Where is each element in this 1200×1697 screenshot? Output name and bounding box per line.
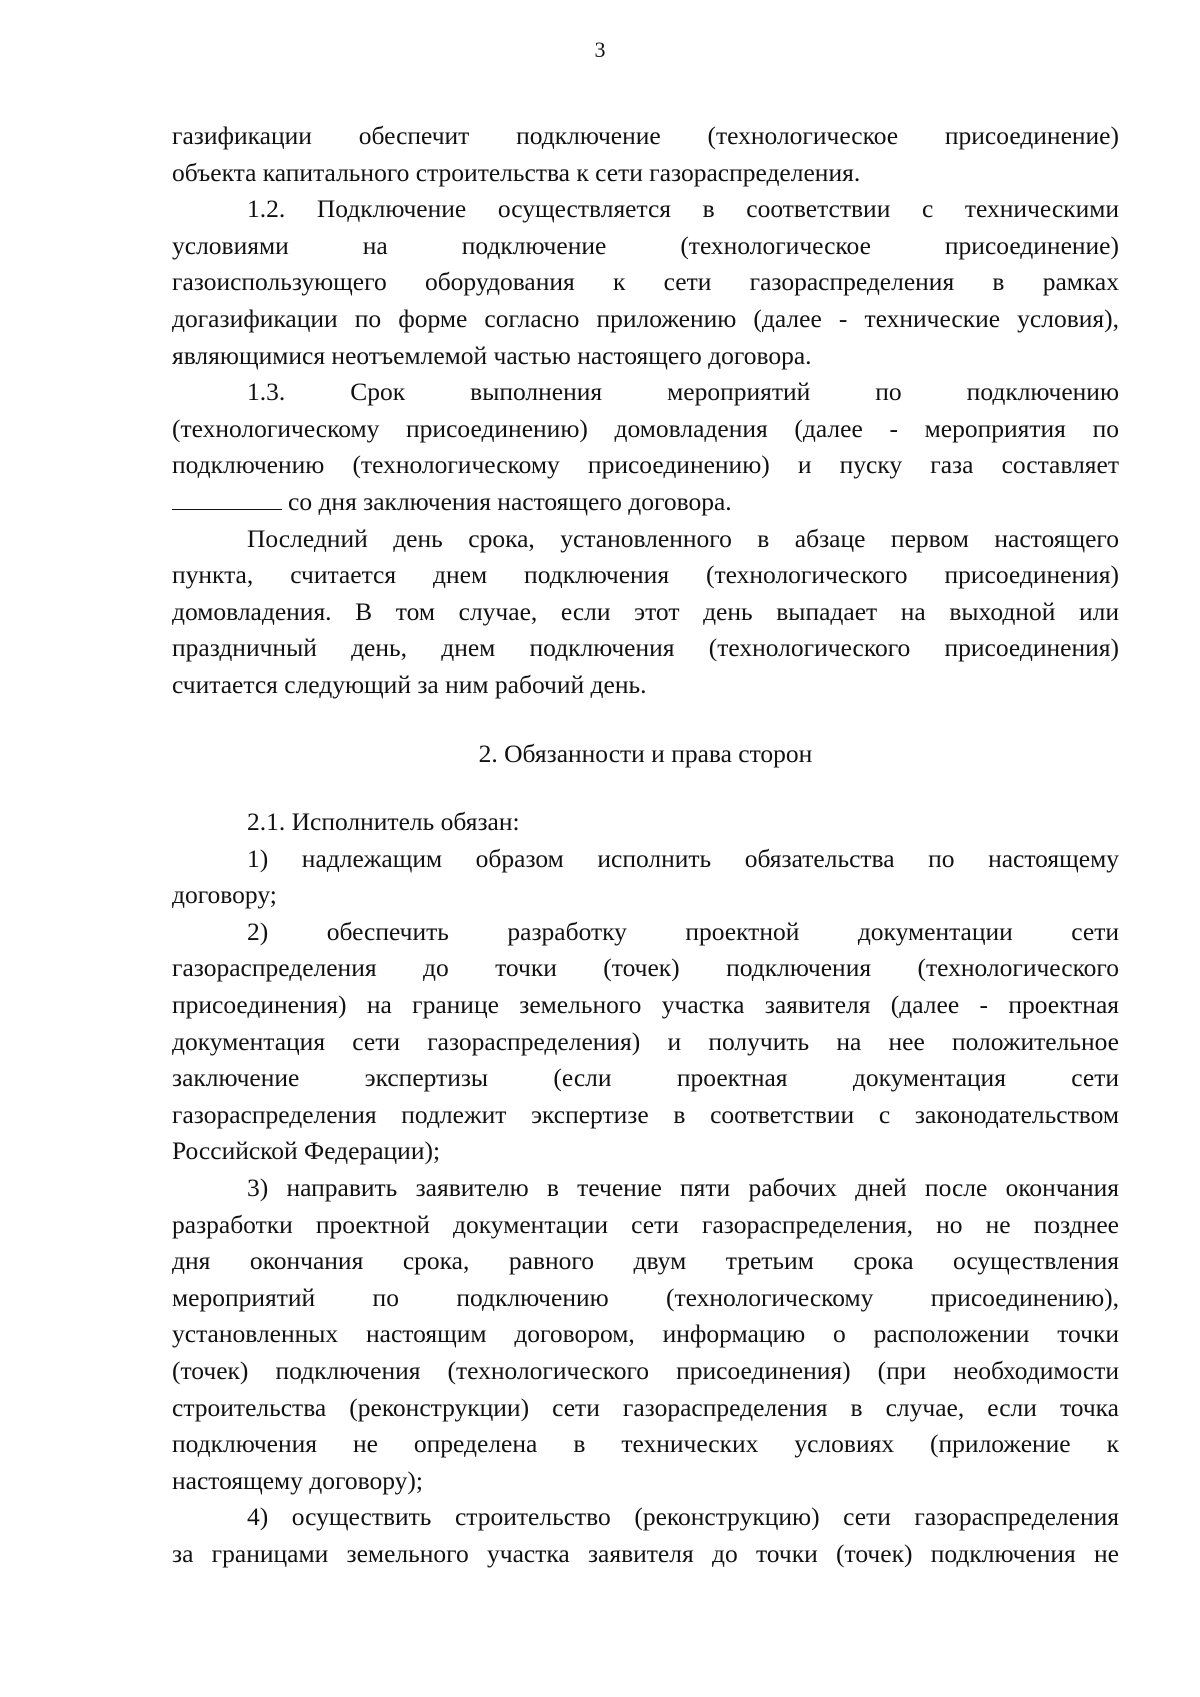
paragraph-line: газификации обеспечит подключение (технологическое присоединение) [172,121,1119,150]
clause-1-3b-line: праздничный день, днем подключения (технологического присоединения) [172,633,1119,663]
item-3-line: строительства (реконструкции) сети газораспределения в случае, если точка [172,1392,1119,1422]
clause-1-3-line: 1.3. Срок выполнения мероприятий по подключению [247,377,1119,407]
item-3-line: разработки проектной документации сети газораспределения, но не позднее [172,1209,1119,1239]
clause-2-1-text: 2.1. Исполнитель обязан: [247,807,520,837]
clause-1-2-line: условиями на подключение (технологическое присоединение) [172,230,1119,260]
clause-1-2-line: догазификации по форме согласно приложению (далее - технические условия), [172,303,1119,333]
clause-1-3-tail: со дня заключения настоящего договора. [288,486,732,516]
item-3-line: дня окончания срока, равного двум третьим срока осуществления [172,1246,1119,1276]
clause-1-3-line: (технологическому присоединению) домовладения (далее - мероприятия по [172,413,1119,443]
term-blank-field [172,487,282,510]
clause-1-2-line: газоиспользующего оборудования к сети газораспределения в рамках [172,267,1119,297]
clause-1-3b-line: домовладения. В том случае, если этот день выпадает на выходной или [172,596,1119,626]
clause-1-3b-line: считается следующий за ним рабочий день. [172,669,647,699]
item-2-line: документация сети газораспределения) и получить на нее положительное [172,1026,1119,1056]
item-2-line: 2) обеспечить разработку проектной документации сети [247,916,1119,946]
item-4-line: за границами земельного участка заявителя до точки (точек) подключения не [172,1538,1119,1568]
clause-1-3-last-line [172,484,1119,521]
item-2-line: газораспределения до точки (точек) подключения (технологического [172,953,1119,983]
item-4-line: 4) осуществить строительство (реконструкцию) сети газораспределения [247,1502,1119,1532]
clause-1-3-line: подключению (технологическому присоединению) и пуску газа составляет [172,450,1119,480]
clause-1-2-line: 1.2. Подключение осуществляется в соответствии с техническими [247,194,1119,224]
item-2-line: заключение экспертизы (если проектная документация сети [172,1063,1119,1093]
item-3-line: мероприятий по подключению (технологическому присоединению), [172,1282,1119,1312]
item-1-line: договору; [172,880,277,910]
item-2-line: присоединения) на границе земельного участка заявителя (далее - проектная [172,990,1119,1020]
item-3-line: настоящему договору); [172,1465,423,1495]
item-2-line: Российской Федерации); [172,1136,441,1166]
item-3-line: подключения не определена в технических условиях (приложение к [172,1429,1119,1459]
item-3-line: установленных настоящим договором, информацию о расположении точки [172,1319,1119,1349]
clause-1-3b-line: Последний день срока, установленного в абзаце первом настоящего [247,523,1119,553]
item-2-line: газораспределения подлежит экспертизе в соответствии с законодательством [172,1099,1119,1129]
item-3-line: (точек) подключения (технологического присоединения) (при необходимости [172,1356,1119,1385]
section-2-heading: 2. Обязанности и права сторон [478,738,813,768]
paragraph-line: объекта капитального строительства к сети газораспределения. [172,157,861,187]
document-body [172,118,1119,1573]
item-1-line: 1) надлежащим образом исполнить обязательства по настоящему [247,843,1119,873]
item-3-line: 3) направить заявителю в течение пяти рабочих дней после окончания [247,1173,1119,1203]
clause-1-2-line: являющимися неотъемлемой частью настоящего договора. [172,340,812,370]
page-number: 3 [594,37,606,62]
clause-1-3b-line: пункта, считается днем подключения (технологического присоединения) [172,560,1119,590]
